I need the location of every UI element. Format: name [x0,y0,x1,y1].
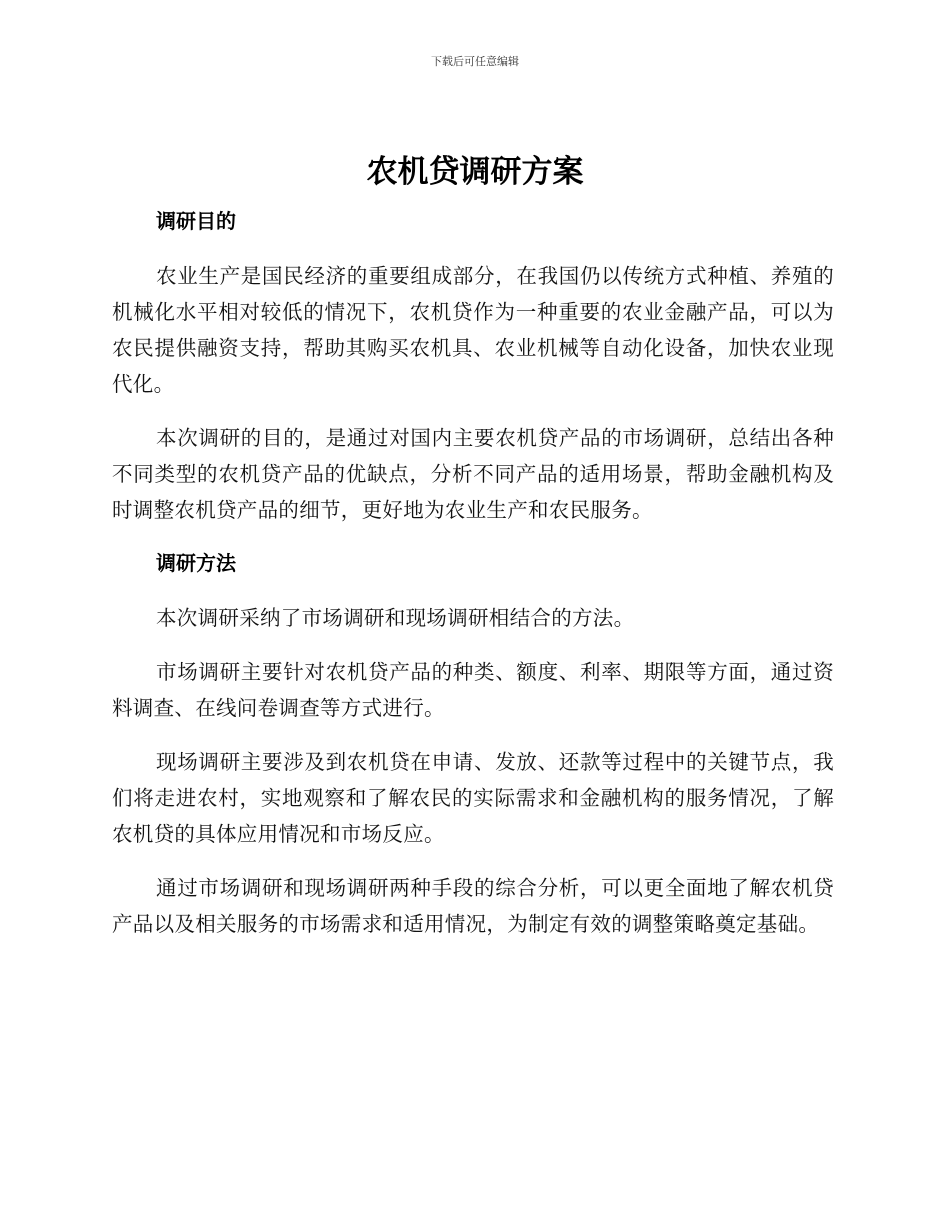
page-title: 农机贷调研方案 [366,154,584,190]
document-body [112,200,834,942]
paragraph: 本次调研采纳了市场调研和现场调研相结合的方法。 [156,606,635,630]
section-purpose [112,206,834,528]
section-method [112,548,834,942]
header-note: 下载后可任意编辑 [431,55,519,68]
paragraph: 本次调研的目的，是通过对国内主要农机贷产品的市场调研，总结出各种不同类型的农机贷产品的优缺点，分析不同产品的适用场景，帮助金融机构及时调整农机贷产品的细节，更好地为农业生产和农民服务。 [112,426,834,522]
section-heading: 调研方法 [156,551,236,575]
paragraph: 农业生产是国民经济的重要组成部分，在我国仍以传统方式种植、养殖的机械化水平相对较低的情况下，农机贷作为一种重要的农业金融产品，可以为农民提供融资支持，帮助其购买农机具、农业机械等自动化设备，加快农业现代化。 [112,264,834,396]
paragraph: 市场调研主要针对农机贷产品的种类、额度、利率、期限等方面，通过资料调查、在线问卷调查等方式进行。 [112,660,834,720]
paragraph: 通过市场调研和现场调研两种手段的综合分析，可以更全面地了解农机贷产品以及相关服务的市场需求和适用情况，为制定有效的调整策略奠定基础。 [112,876,834,936]
section-heading: 调研目的 [156,209,236,233]
paragraph: 现场调研主要涉及到农机贷在申请、发放、还款等过程中的关键节点，我们将走进农村，实地观察和了解农民的实际需求和金融机构的服务情况，了解农机贷的具体应用情况和市场反应。 [112,750,834,846]
